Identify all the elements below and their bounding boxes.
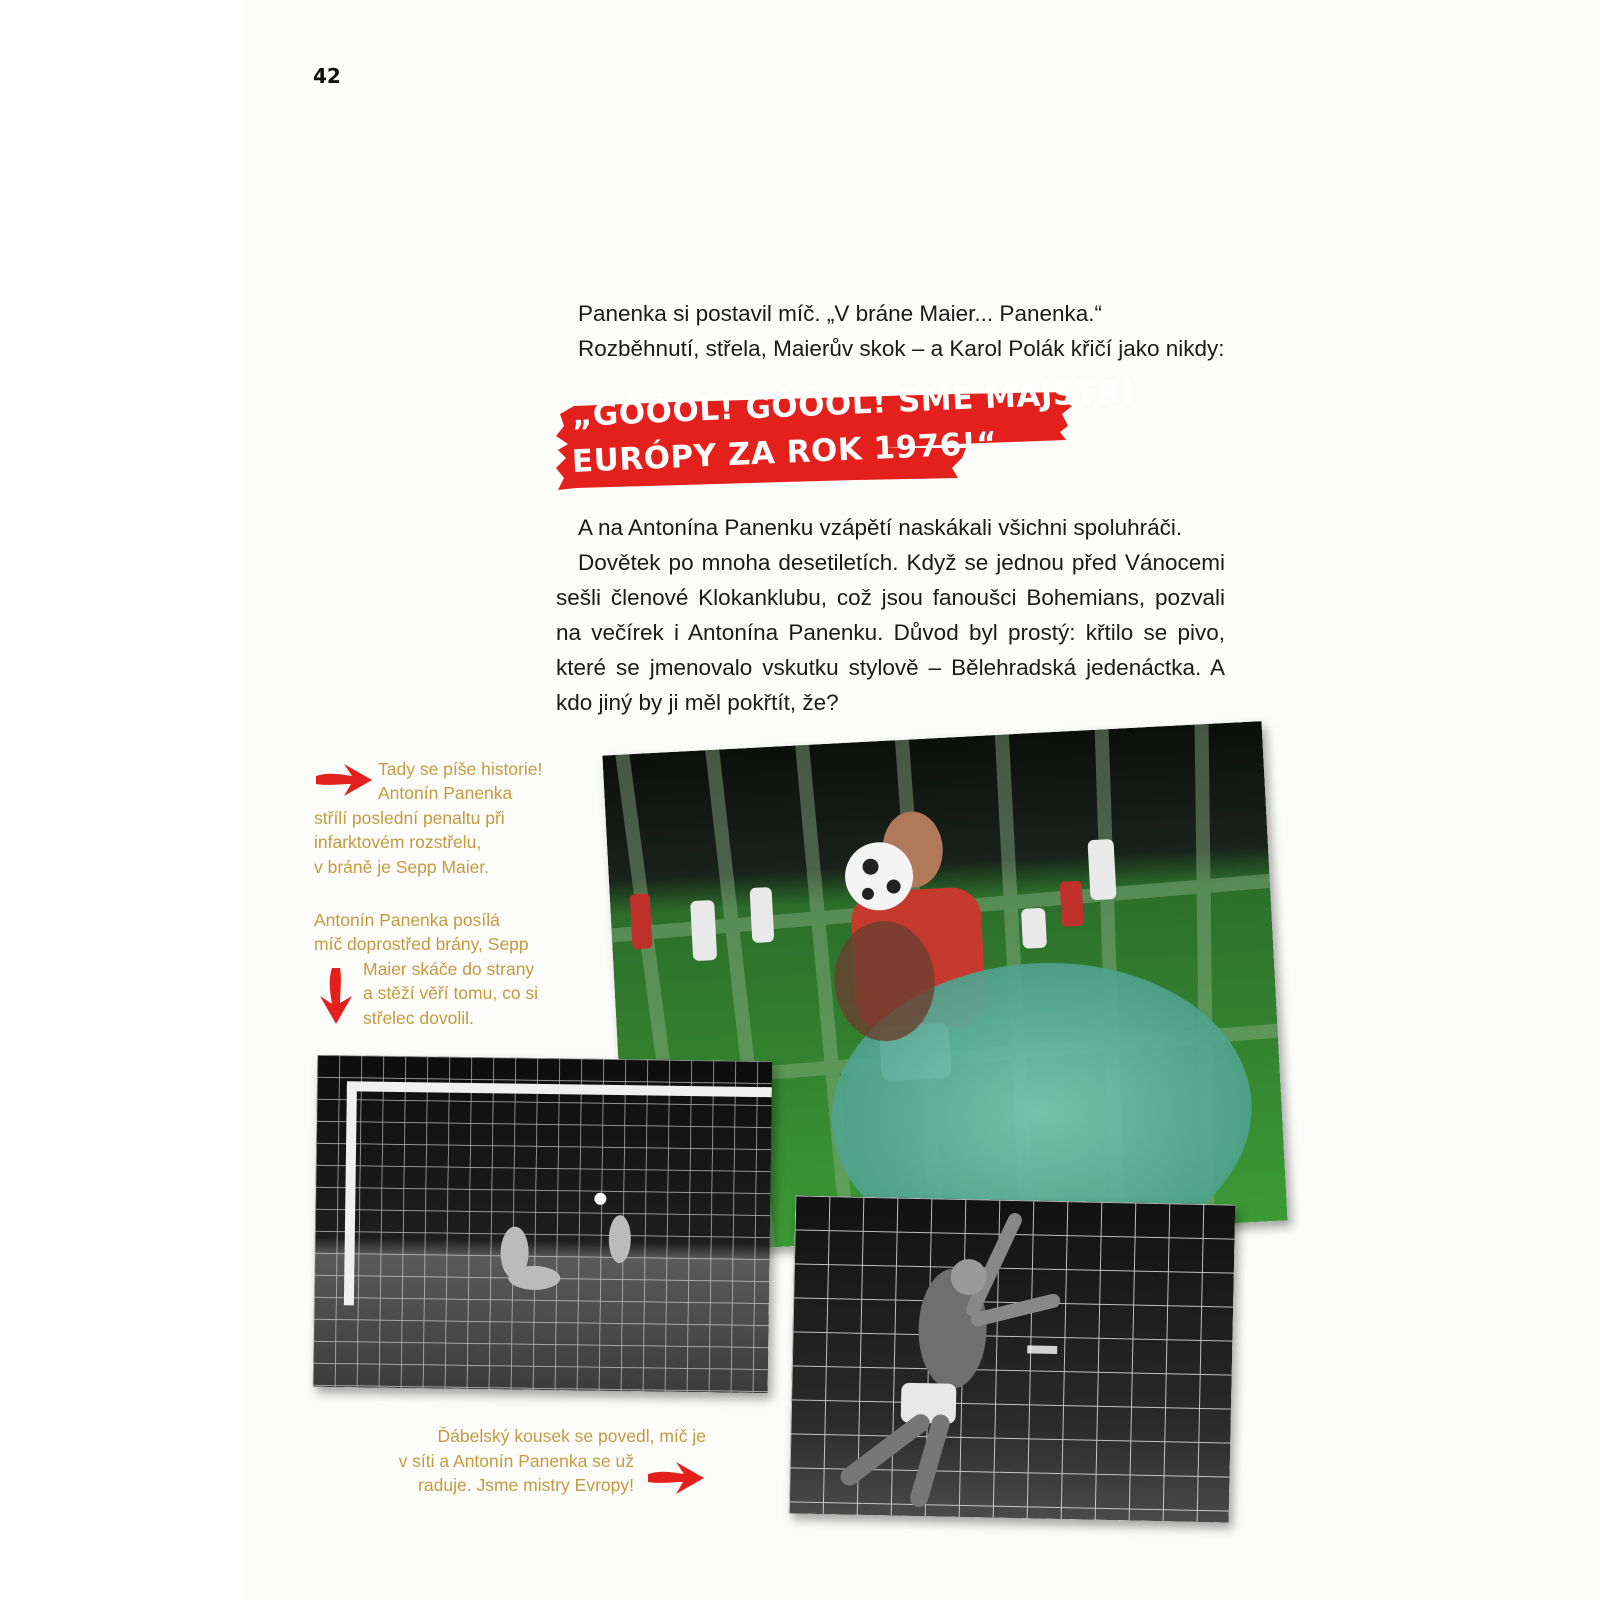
caption-1-line-1: Tady se píše historie!	[378, 759, 543, 779]
caption-1-line-2: Antonín Panenka	[378, 783, 513, 803]
arrow-right-icon	[314, 758, 374, 800]
paragraph-3: A na Antonína Panenku vzápětí naskákali všichni spoluhráči.	[578, 515, 1183, 540]
body-text-top	[556, 296, 1225, 366]
caption-2-line-1: Antonín Panenka posílá	[314, 910, 500, 930]
caption-3-line-3: raduje. Jsme mistry Evropy!	[418, 1475, 634, 1495]
caption-2-line-3: Maier skáče do strany	[363, 959, 535, 979]
caption-1-line-3: střílí poslední penaltu při	[314, 808, 505, 828]
headline-line-2: EURÓPY ZA ROK 1976!“	[571, 425, 999, 480]
caption-3-line-1: Ďábelský kousek se povedl, míč je	[437, 1426, 706, 1446]
caption-2-line-2: míč doprostřed brány, Sepp	[314, 934, 529, 954]
caption-2-line-5: střelec dovolil.	[363, 1008, 474, 1028]
arrow-right-icon	[646, 1456, 706, 1498]
body-text-bottom	[556, 510, 1225, 720]
page-number: 42	[313, 64, 341, 88]
caption-1-line-5: v bráně je Sepp Maier.	[314, 857, 490, 877]
arrow-down-icon	[314, 966, 356, 1026]
headline-banner	[556, 373, 1135, 502]
caption-2-line-4: a stěží věří tomu, co si	[363, 983, 539, 1003]
caption-1-line-4: infarktovém rozstřelu,	[314, 832, 482, 852]
paragraph-1: Panenka si postavil míč. „V bráne Maier... Panenka.“	[578, 301, 1103, 326]
paragraph-4: Dovětek po mnoha desetiletích. Když se jednou před Vánocemi sešli členové Klokanklubu, což jsou fanoušci Bohemians, pozvali na večírek i Antonína Panenku. Důvod byl prostý: křtilo se pivo, které se jmenovalo vskutku stylově – Bělehradská jedenáctka. A kdo jiný by ji měl pokřtít, že?	[556, 550, 1225, 715]
photo-penalty-bw-wide	[313, 1055, 773, 1393]
photo-celebration-bw	[789, 1195, 1236, 1522]
paragraph-2: Rozběhnutí, střela, Maierův skok – a Karol Polák křičí jako nikdy:	[578, 336, 1225, 361]
headline-line-1: „GÓÓÓL! GÓÓÓL! SME MAJSTRI	[571, 373, 1135, 434]
caption-3-line-2: v síti a Antonín Panenka se už	[398, 1451, 634, 1471]
